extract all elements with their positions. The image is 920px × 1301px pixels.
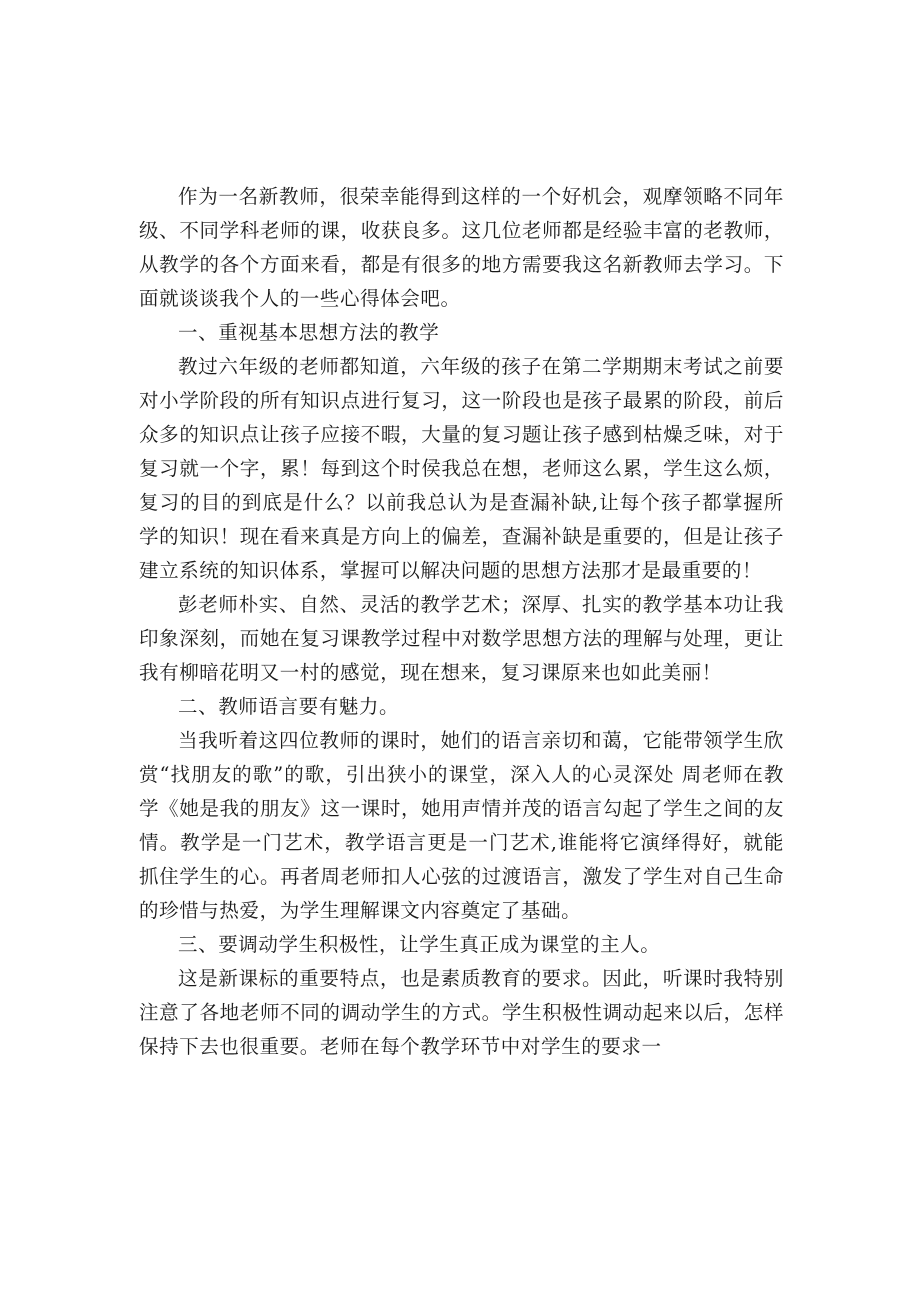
paragraph-language: 当我听着这四位教师的课时，她们的语言亲切和蔼，它能带领学生欣赏“找朋友的歌”的歌，引出狭小的课堂，深入人的心灵深处 周老师在教学《她是我的朋友》这一课时，她用声情并茂的语言勾起了学生之间的友情。教学是一门艺术，教学语言更是一门艺术,谁能将它演绎得好，就能抓住学生的心。再者周老师扣人心弦的过渡语言，激发了学生对自己生命的珍惜与热爱，为学生理解课文内容奠定了基础。 — [139, 729, 784, 922]
section-heading-2: 二、教师语言要有魅力。 — [178, 695, 400, 718]
paragraph-review: 教过六年级的老师都知道，六年级的孩子在第二学期期末考试之前要对小学阶段的所有知识点进行复习，这一阶段也是孩子最累的阶段，前后众多的知识点让孩子应接不暇，大量的复习题让孩子感到枯燥乏味，对于复习就一个字，累！每到这个时侯我总在想，老师这么累，学生这么烦，复习的目的到底是什么？以前我总认为是查漏补缺,让每个孩子都掌握所学的知识！现在看来真是方向上的偏差，查漏补缺是重要的，但是让孩子建立系统的知识体系，掌握可以解决问题的思想方法那才是最重要的！ — [139, 355, 784, 582]
section-heading-3: 三、要调动学生积极性，让学生真正成为课堂的主人。 — [178, 933, 661, 956]
paragraph-intro: 作为一名新教师，很荣幸能得到这样的一个好机会，观摩领略不同年级、不同学科老师的课，收获良多。这几位老师都是经验丰富的老教师，从教学的各个方面来看，都是有很多的地方需要我这名新教师去学习。下面就谈谈我个人的一些心得体会吧。 — [139, 185, 784, 310]
section-heading-1: 一、重视基本思想方法的教学 — [178, 321, 440, 344]
paragraph-teacher-peng: 彭老师朴实、自然、灵活的教学艺术；深厚、扎实的教学基本功让我印象深刻，而她在复习课教学过程中对数学思想方法的理解与处理，更让我有柳暗花明又一村的感觉，现在想来，复习课原来也如此美丽！ — [139, 593, 784, 684]
document-body — [139, 180, 784, 1064]
paragraph-motivation: 这是新课标的重要特点，也是素质教育的要求。因此，听课时我特别注意了各地老师不同的调动学生的方式。学生积极性调动起来以后，怎样保持下去也很重要。老师在每个教学环节中对学生的要求一 — [139, 967, 784, 1058]
